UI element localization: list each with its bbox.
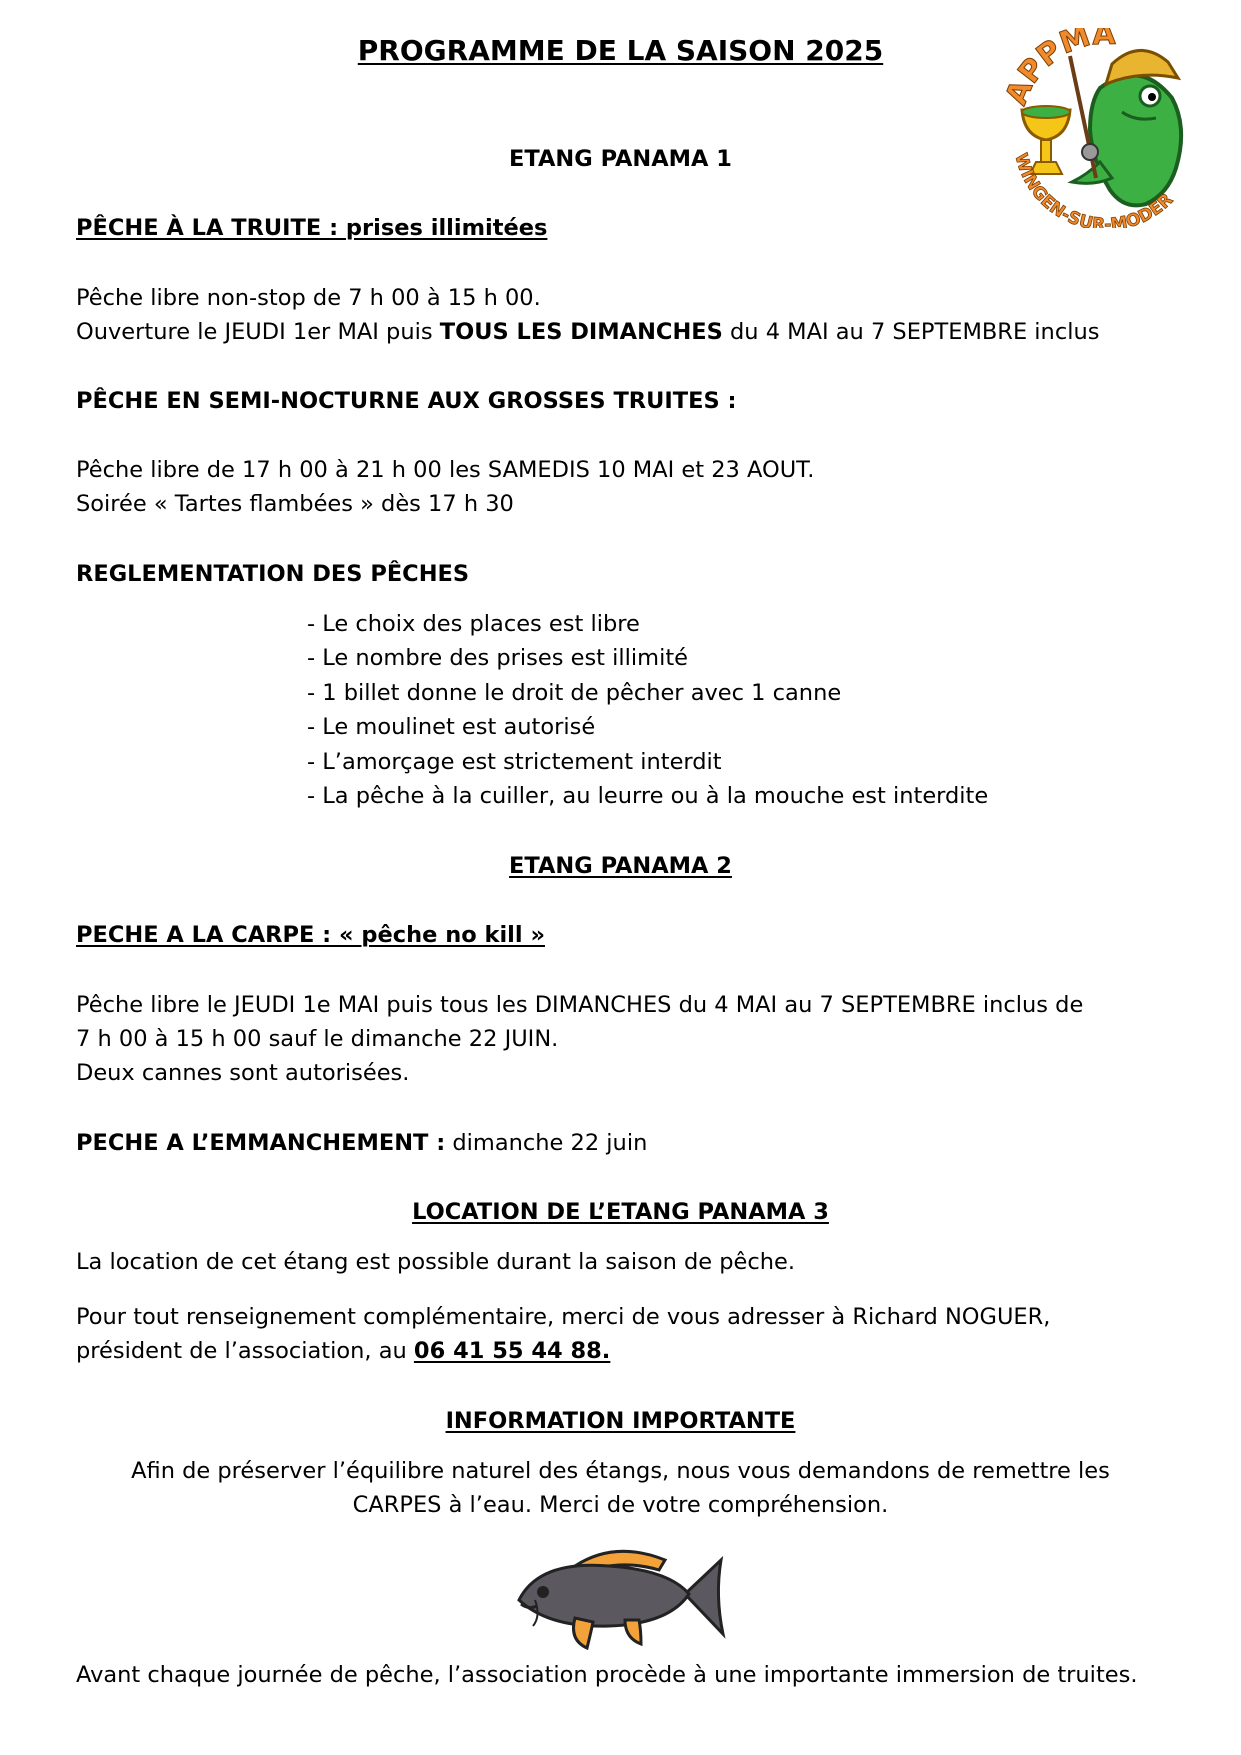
panama3-line-3 bbox=[76, 1336, 610, 1366]
emmanchement-value: dimanche 22 juin bbox=[445, 1130, 648, 1156]
carp-line-3: Deux cannes sont autorisées. bbox=[76, 1060, 410, 1086]
rule-item: - La pêche à la cuiller, au leurre ou à la mouche est interdite bbox=[307, 783, 989, 809]
phone-number[interactable]: 06 41 55 44 88. bbox=[413, 1338, 611, 1364]
rule-item: - Le moulinet est autorisé bbox=[307, 714, 596, 740]
important-heading: INFORMATION IMPORTANTE bbox=[445, 1408, 796, 1434]
panama3-line-3-text: président de l’association, au bbox=[76, 1338, 414, 1364]
panama2-heading: ETANG PANAMA 2 bbox=[509, 853, 732, 879]
carp-line-2: 7 h 00 à 15 h 00 sauf le dimanche 22 JUIN. bbox=[76, 1026, 559, 1052]
carp-fish-icon bbox=[505, 1538, 727, 1656]
page-title: PROGRAMME DE LA SAISON 2025 bbox=[357, 34, 884, 67]
trout-heading: PÊCHE À LA TRUITE : prises illimitées bbox=[76, 215, 548, 241]
trout-line-2-a: Ouverture le JEUDI 1er MAI puis bbox=[76, 319, 440, 345]
rule-item: - Le choix des places est libre bbox=[307, 611, 640, 637]
night-line-2: Soirée « Tartes flambées » dès 17 h 30 bbox=[76, 491, 514, 517]
fish-fisherman-logo-icon bbox=[1000, 28, 1212, 228]
carp-line-1: Pêche libre le JEUDI 1e MAI puis tous les DIMANCHES du 4 MAI au 7 SEPTEMBRE inclus de bbox=[76, 992, 1084, 1018]
trout-line-1: Pêche libre non-stop de 7 h 00 à 15 h 00. bbox=[76, 285, 541, 311]
carp-illustration-icon bbox=[505, 1538, 727, 1656]
night-line-1: Pêche libre de 17 h 00 à 21 h 00 les SAMEDIS 10 MAI et 23 AOUT. bbox=[76, 457, 815, 483]
appma-logo bbox=[1000, 28, 1212, 228]
trout-line-2-b: TOUS LES DIMANCHES bbox=[439, 319, 723, 345]
emmanchement-line bbox=[76, 1128, 647, 1158]
panama3-heading: LOCATION DE L’ETANG PANAMA 3 bbox=[412, 1199, 829, 1225]
rules-heading: REGLEMENTATION DES PÊCHES bbox=[76, 561, 470, 587]
emmanchement-label: PECHE A L’EMMANCHEMENT : bbox=[76, 1130, 446, 1156]
trout-line-2-c: du 4 MAI au 7 SEPTEMBRE inclus bbox=[722, 319, 1100, 345]
svg-text:WINGEN-SUR-MODER: WINGEN-SUR-MODER bbox=[1010, 150, 1178, 228]
rule-item: - L’amorçage est strictement interdit bbox=[307, 749, 722, 775]
panama1-heading: ETANG PANAMA 1 bbox=[509, 146, 732, 172]
rule-item: - 1 billet donne le droit de pêcher avec 1 canne bbox=[307, 680, 842, 706]
important-line-1: Afin de préserver l’équilibre naturel des étangs, nous vous demandons de remettre les bbox=[131, 1458, 1110, 1484]
svg-text:APPMA: APPMA bbox=[1000, 28, 1116, 110]
panama3-line-2: Pour tout renseignement complémentaire, merci de vous adresser à Richard NOGUER, bbox=[76, 1304, 1051, 1330]
carp-heading: PECHE A LA CARPE : « pêche no kill » bbox=[76, 922, 545, 948]
important-line-2: CARPES à l’eau. Merci de votre compréhension. bbox=[352, 1492, 889, 1518]
night-heading: PÊCHE EN SEMI-NOCTURNE AUX GROSSES TRUITES : bbox=[76, 388, 737, 414]
trout-line-2 bbox=[76, 317, 1099, 347]
footer-line: Avant chaque journée de pêche, l’association procède à une importante immersion de truites. bbox=[76, 1662, 1138, 1688]
panama3-line-1: La location de cet étang est possible durant la saison de pêche. bbox=[76, 1249, 796, 1275]
rule-item: - Le nombre des prises est illimité bbox=[307, 645, 688, 671]
